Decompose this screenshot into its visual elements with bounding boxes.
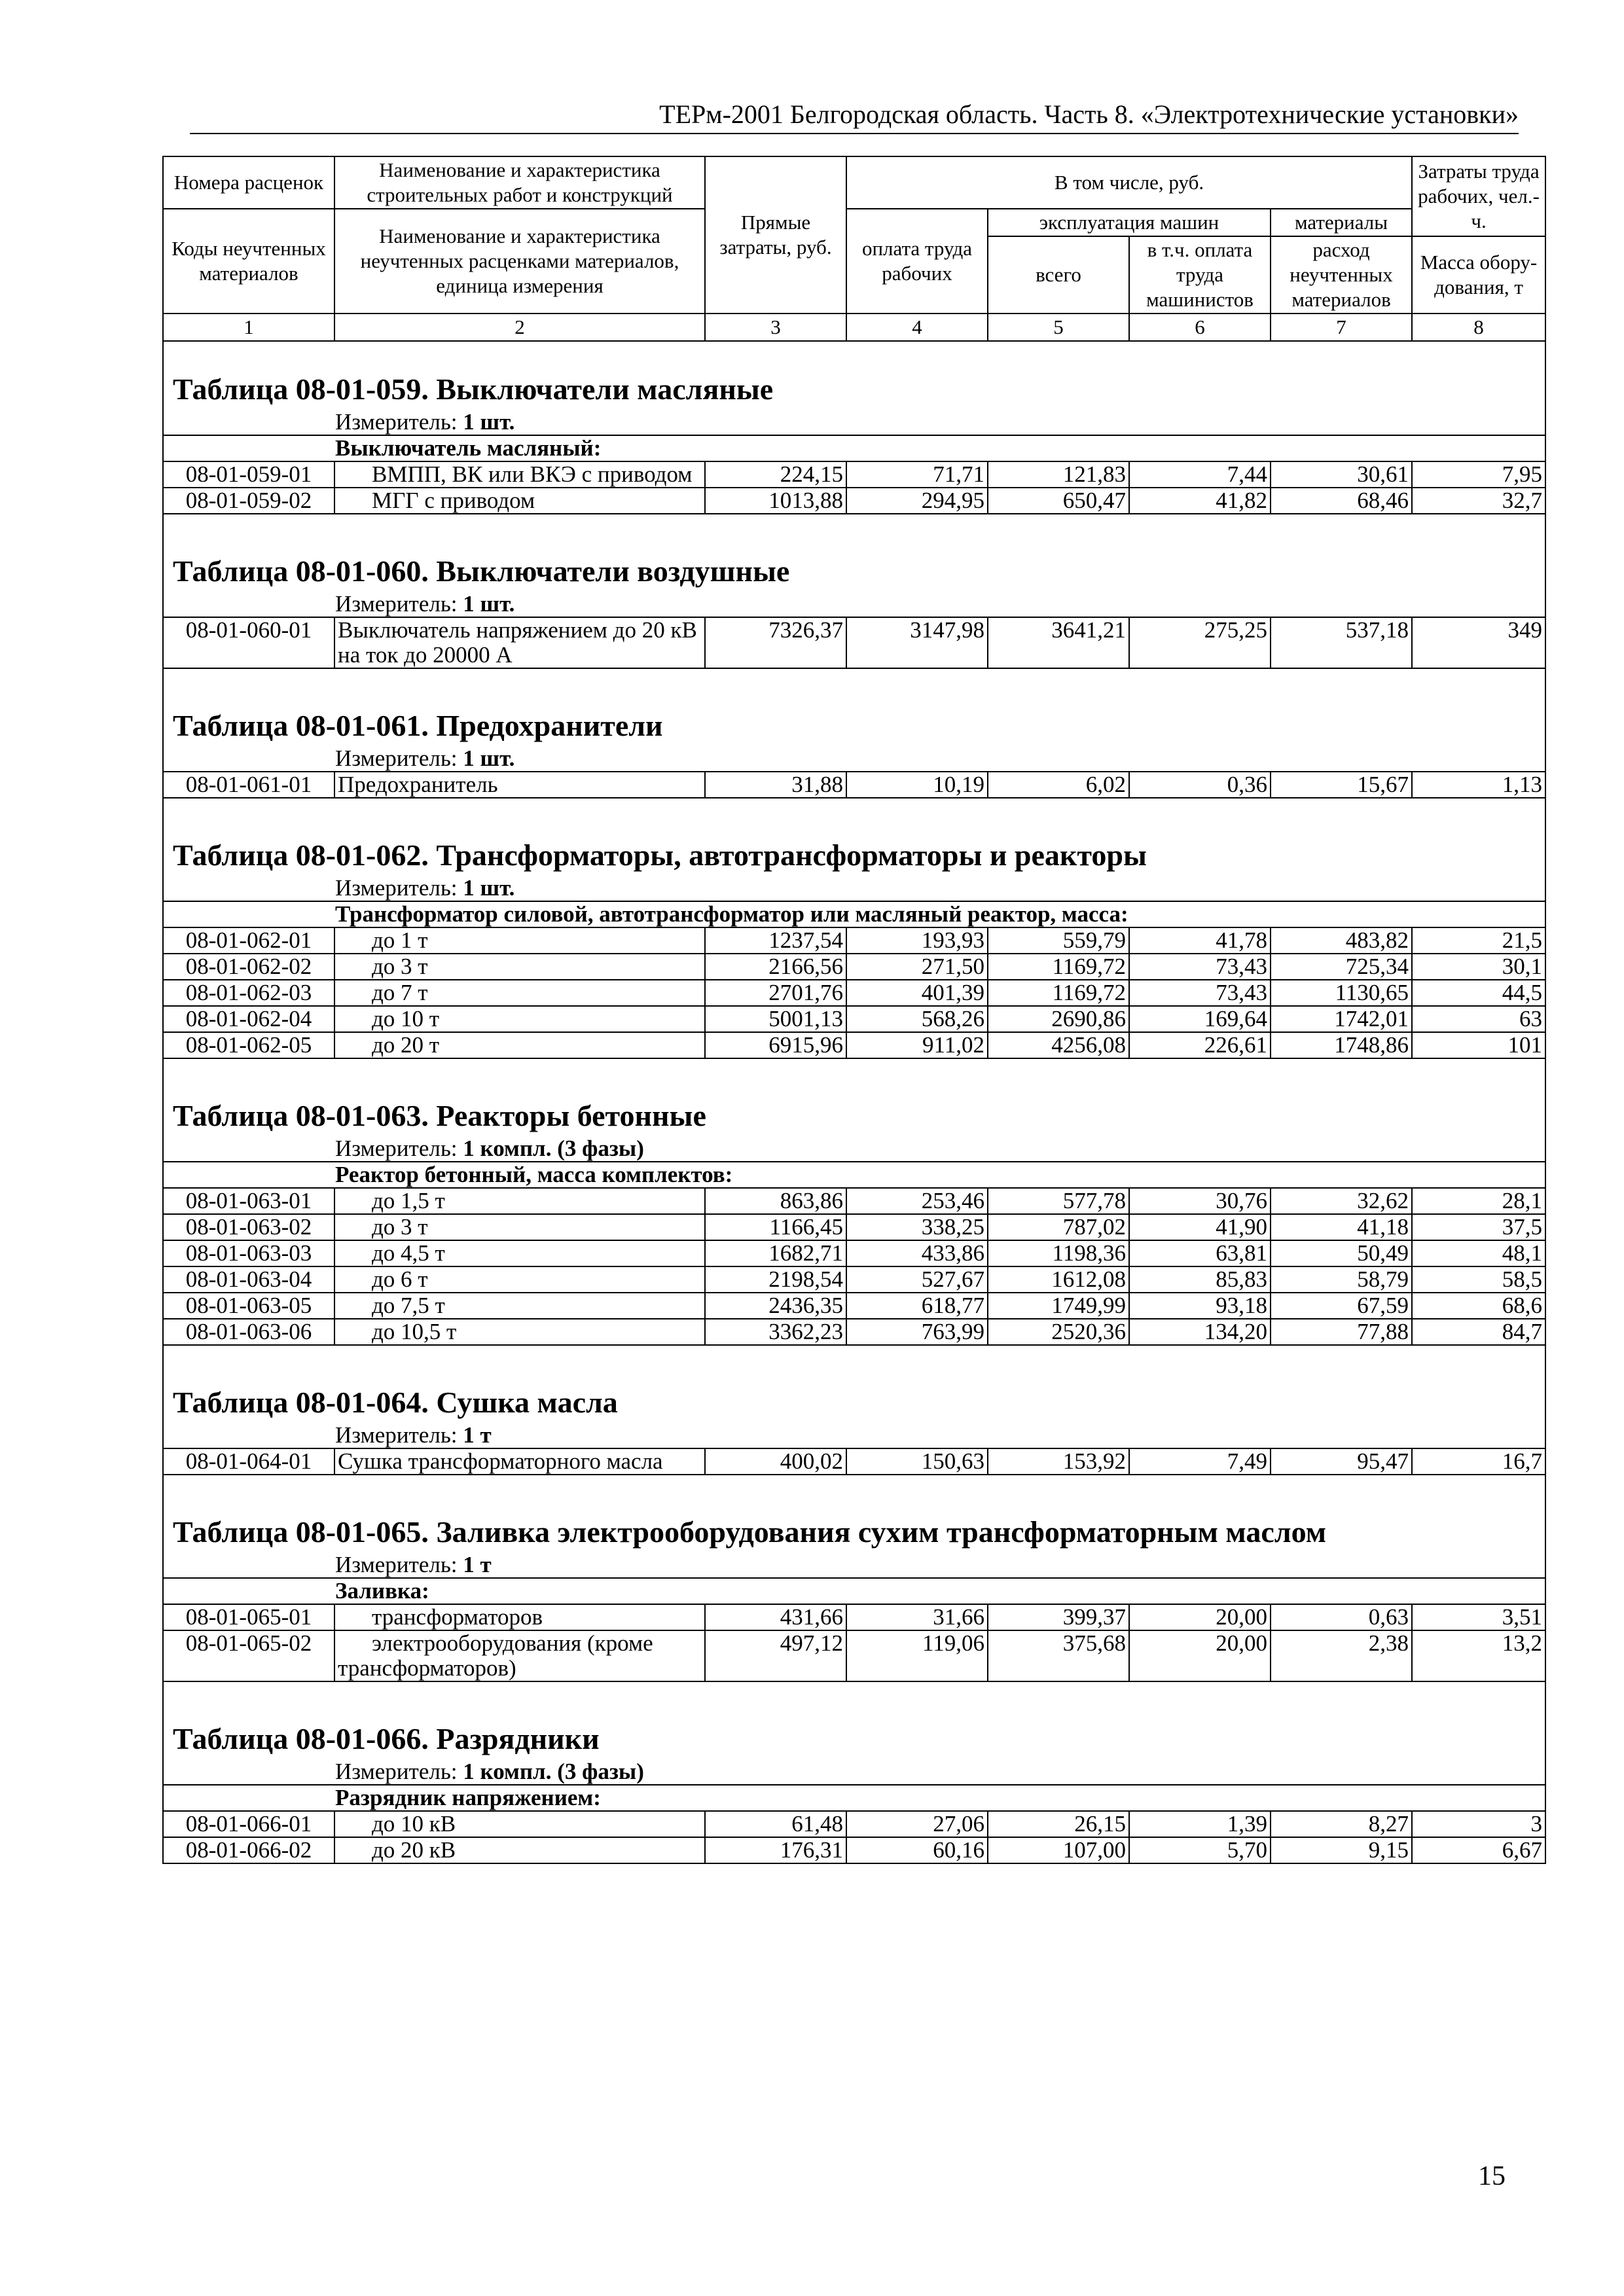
work-name: до 20 кВ [334,1837,705,1863]
machinist-labor: 73,43 [1129,980,1271,1006]
table-row [163,954,1545,980]
materials-cost: 1130,65 [1271,980,1412,1006]
group-row [163,1785,1545,1811]
measure-cell [163,410,1545,435]
materials-cost: 50,49 [1271,1240,1412,1266]
materials-cost: 1748,86 [1271,1032,1412,1058]
col5-header: всего [988,236,1129,314]
rate-code: 08-01-061-01 [163,772,334,798]
labor-cost: 150,63 [846,1448,988,1475]
table-row [163,1240,1545,1266]
col2-bottom-header: Наименование и характеристика неучтенных расценками материалов, единица измерения [334,209,705,314]
measure-row [163,410,1545,435]
materials-cost: 32,62 [1271,1188,1412,1214]
machinist-labor: 7,44 [1129,461,1271,488]
labor-hours: 349 [1412,617,1545,668]
materials-cost: 483,82 [1271,927,1412,954]
measure-label: Измеритель: [335,591,463,617]
group-row [163,901,1545,927]
group-incl-header: В том числе, руб. [846,156,1412,209]
section-title: Таблица 08-01-059. Выключатели масляные [163,341,1545,410]
labor-hours: 7,95 [1412,461,1545,488]
work-name: Выключатель напряжением до 20 кВ на ток до 20000 А [334,617,705,668]
rate-code: 08-01-063-06 [163,1319,334,1345]
direct-cost: 1682,71 [705,1240,846,1266]
measure-row [163,1759,1545,1785]
machinist-labor: 5,70 [1129,1837,1271,1863]
measure-label: Измеритель: [335,1136,463,1161]
table-row [163,488,1545,514]
labor-cost: 27,06 [846,1811,988,1837]
col-number: 2 [334,314,705,341]
work-name: до 4,5 т [334,1240,705,1266]
group-label: Выключатель масляный: [335,435,602,461]
machines-total: 559,79 [988,927,1129,954]
machinist-labor: 41,78 [1129,927,1271,954]
labor-cost: 294,95 [846,488,988,514]
measure-cell [163,746,1545,772]
machinist-labor: 275,25 [1129,617,1271,668]
machines-total: 787,02 [988,1214,1129,1240]
table-row [163,1266,1545,1293]
running-header: ТЕРм-2001 Белгородская область. Часть 8. «Электротехнические установки» [659,99,1519,129]
measure-row [163,876,1545,901]
work-name: до 7,5 т [334,1293,705,1319]
machinist-labor: 93,18 [1129,1293,1271,1319]
machinist-labor: 63,81 [1129,1240,1271,1266]
measure-cell [163,876,1545,901]
direct-cost: 431,66 [705,1604,846,1630]
group-row [163,435,1545,461]
direct-cost: 224,15 [705,461,846,488]
labor-cost: 568,26 [846,1006,988,1032]
machines-total: 121,83 [988,461,1129,488]
col8-bottom-header: Масса обору-дования, т [1412,236,1545,314]
machinist-labor: 41,82 [1129,488,1271,514]
materials-cost: 537,18 [1271,617,1412,668]
machines-total: 2520,36 [988,1319,1129,1345]
rate-code: 08-01-062-02 [163,954,334,980]
group-cell [163,901,1545,927]
table-row [163,461,1545,488]
work-name: до 10 кВ [334,1811,705,1837]
section-title-row [163,341,1545,410]
labor-hours: 28,1 [1412,1188,1545,1214]
materials-cost: 15,67 [1271,772,1412,798]
labor-cost: 119,06 [846,1630,988,1681]
rate-code: 08-01-062-05 [163,1032,334,1058]
work-name: до 6 т [334,1266,705,1293]
labor-cost: 60,16 [846,1837,988,1863]
group-row [163,1162,1545,1188]
machines-total: 650,47 [988,488,1129,514]
page-number: 15 [1478,2161,1506,2191]
machines-total: 399,37 [988,1604,1129,1630]
rate-code: 08-01-062-03 [163,980,334,1006]
rate-code: 08-01-059-01 [163,461,334,488]
machines-total: 1169,72 [988,954,1129,980]
measure-text [169,1423,1540,1448]
materials-cost: 67,59 [1271,1293,1412,1319]
table-head [163,156,1545,341]
rate-code: 08-01-063-04 [163,1266,334,1293]
work-name: МГГ с приводом [334,488,705,514]
direct-cost: 2436,35 [705,1293,846,1319]
measure-value: 1 шт. [463,409,515,435]
machinist-labor: 1,39 [1129,1811,1271,1837]
section-title: Таблица 08-01-065. Заливка электрооборудования сухим трансформаторным маслом [163,1484,1545,1552]
table-row [163,772,1545,798]
machines-total: 153,92 [988,1448,1129,1475]
direct-cost: 176,31 [705,1837,846,1863]
rate-code: 08-01-063-01 [163,1188,334,1214]
machinist-labor: 169,64 [1129,1006,1271,1032]
measure-cell [163,1552,1545,1578]
labor-cost: 3147,98 [846,617,988,668]
labor-hours: 44,5 [1412,980,1545,1006]
rate-code: 08-01-065-01 [163,1604,334,1630]
section-spacer [163,514,1545,524]
section-spacer [163,1681,1545,1691]
measure-label: Измеритель: [335,409,463,435]
labor-hours: 63 [1412,1006,1545,1032]
measure-text [169,746,1540,771]
labor-cost: 618,77 [846,1293,988,1319]
labor-hours: 48,1 [1412,1240,1545,1266]
labor-cost: 71,71 [846,461,988,488]
spacer-cell [163,798,1545,808]
group-materials-header: материалы [1271,209,1412,236]
work-name: до 1 т [334,927,705,954]
materials-cost: 8,27 [1271,1811,1412,1837]
measure-value: 1 шт. [463,745,515,771]
work-name: до 3 т [334,1214,705,1240]
materials-cost: 0,63 [1271,1604,1412,1630]
machinist-labor: 7,49 [1129,1448,1271,1475]
labor-cost: 31,66 [846,1604,988,1630]
work-name: до 7 т [334,980,705,1006]
measure-value: 1 шт. [463,591,515,617]
group-label: Трансформатор силовой, автотрансформатор или масляный реактор, масса: [335,901,1128,927]
machinist-labor: 30,76 [1129,1188,1271,1214]
measure-text [169,876,1540,901]
machines-total: 107,00 [988,1837,1129,1863]
col7-header: расход неучтенных материалов [1271,236,1412,314]
materials-cost: 68,46 [1271,488,1412,514]
labor-hours: 32,7 [1412,488,1545,514]
col1-bottom-header: Коды неучтенных материалов [163,209,334,314]
table-row [163,1319,1545,1345]
section-spacer [163,1475,1545,1484]
labor-cost: 193,93 [846,927,988,954]
section-title-row [163,524,1545,592]
section-title-row [163,1355,1545,1423]
materials-cost: 58,79 [1271,1266,1412,1293]
measure-text [169,592,1540,617]
measure-cell [163,1759,1545,1785]
rate-code: 08-01-063-03 [163,1240,334,1266]
rate-code: 08-01-062-01 [163,927,334,954]
labor-hours: 101 [1412,1032,1545,1058]
labor-cost: 253,46 [846,1188,988,1214]
rate-code: 08-01-066-01 [163,1811,334,1837]
table-row [163,1630,1545,1681]
machines-total: 3641,21 [988,617,1129,668]
section-title-row [163,678,1545,746]
table-row [163,1604,1545,1630]
direct-cost: 863,86 [705,1188,846,1214]
spacer-cell [163,1681,1545,1691]
table-row [163,1448,1545,1475]
labor-hours: 30,1 [1412,954,1545,980]
machines-total: 26,15 [988,1811,1129,1837]
table-row [163,1006,1545,1032]
section-title: Таблица 08-01-066. Разрядники [163,1691,1545,1759]
col-number: 5 [988,314,1129,341]
rate-code: 08-01-059-02 [163,488,334,514]
table-row [163,1214,1545,1240]
labor-hours: 3 [1412,1811,1545,1837]
machines-total: 6,02 [988,772,1129,798]
table-row [163,1293,1545,1319]
measure-row [163,592,1545,617]
section-spacer [163,1058,1545,1068]
materials-cost: 1742,01 [1271,1006,1412,1032]
section-title: Таблица 08-01-064. Сушка масла [163,1355,1545,1423]
group-label: Разрядник напряжением: [335,1785,601,1810]
group-cell [163,1162,1545,1188]
measure-label: Измеритель: [335,875,463,901]
col8-top-header: Затраты труда рабочих, чел.-ч. [1412,156,1545,236]
group-row [163,1578,1545,1604]
measure-value: 1 т [463,1552,492,1577]
machines-total: 1749,99 [988,1293,1129,1319]
labor-cost: 911,02 [846,1032,988,1058]
section-title-row [163,1068,1545,1136]
table-row [163,1032,1545,1058]
table-row [163,927,1545,954]
labor-hours: 68,6 [1412,1293,1545,1319]
measure-row [163,1136,1545,1162]
spacer-cell [163,1058,1545,1068]
machines-total: 2690,86 [988,1006,1129,1032]
measure-row [163,746,1545,772]
rate-code: 08-01-063-02 [163,1214,334,1240]
labor-cost: 401,39 [846,980,988,1006]
group-cell [163,1785,1545,1811]
machinist-labor: 20,00 [1129,1630,1271,1681]
table-row [163,1188,1545,1214]
spacer-cell [163,514,1545,524]
direct-cost: 2701,76 [705,980,846,1006]
machines-total: 577,78 [988,1188,1129,1214]
rate-code: 08-01-065-02 [163,1630,334,1681]
measure-label: Измеритель: [335,745,463,771]
table-row [163,980,1545,1006]
machines-total: 4256,08 [988,1032,1129,1058]
labor-hours: 3,51 [1412,1604,1545,1630]
measure-text [169,1759,1540,1784]
header-rule [190,133,1519,134]
direct-cost: 1013,88 [705,488,846,514]
work-name: Сушка трансформаторного масла [334,1448,705,1475]
measure-row [163,1552,1545,1578]
direct-cost: 61,48 [705,1811,846,1837]
col-number: 7 [1271,314,1412,341]
table-body [163,341,1545,1863]
direct-cost: 7326,37 [705,617,846,668]
labor-cost: 433,86 [846,1240,988,1266]
direct-cost: 497,12 [705,1630,846,1681]
machinist-labor: 0,36 [1129,772,1271,798]
work-name: трансформаторов [334,1604,705,1630]
direct-cost: 6915,96 [705,1032,846,1058]
work-name: Предохранитель [334,772,705,798]
machinist-labor: 41,90 [1129,1214,1271,1240]
machines-total: 1169,72 [988,980,1129,1006]
materials-cost: 2,38 [1271,1630,1412,1681]
section-title-row [163,1691,1545,1759]
group-cell [163,1578,1545,1604]
work-name: до 1,5 т [334,1188,705,1214]
labor-cost: 10,19 [846,772,988,798]
machinist-labor: 226,61 [1129,1032,1271,1058]
labor-cost: 271,50 [846,954,988,980]
direct-cost: 31,88 [705,772,846,798]
group-machines-header: эксплуатация машин [988,209,1271,236]
section-title: Таблица 08-01-060. Выключатели воздушные [163,524,1545,592]
materials-cost: 9,15 [1271,1837,1412,1863]
section-title: Таблица 08-01-063. Реакторы бетонные [163,1068,1545,1136]
labor-hours: 16,7 [1412,1448,1545,1475]
rate-code: 08-01-066-02 [163,1837,334,1863]
measure-cell [163,592,1545,617]
col-number: 6 [1129,314,1271,341]
work-name: до 10 т [334,1006,705,1032]
group-label: Заливка: [335,1578,429,1604]
price-table [162,156,1546,1864]
labor-hours: 1,13 [1412,772,1545,798]
direct-cost: 1166,45 [705,1214,846,1240]
materials-cost: 77,88 [1271,1319,1412,1345]
labor-hours: 21,5 [1412,927,1545,954]
table-row [163,1811,1545,1837]
direct-cost: 1237,54 [705,927,846,954]
measure-label: Измеритель: [335,1552,463,1577]
materials-cost: 95,47 [1271,1448,1412,1475]
labor-hours: 6,67 [1412,1837,1545,1863]
direct-cost: 2166,56 [705,954,846,980]
col1-top-header: Номера расценок [163,156,334,209]
work-name: ВМПП, ВК или ВКЭ с приводом [334,461,705,488]
measure-value: 1 компл. (3 фазы) [463,1136,644,1161]
direct-cost: 400,02 [705,1448,846,1475]
labor-cost: 338,25 [846,1214,988,1240]
labor-hours: 37,5 [1412,1214,1545,1240]
rate-code: 08-01-062-04 [163,1006,334,1032]
table-row [163,617,1545,668]
materials-cost: 725,34 [1271,954,1412,980]
group-label: Реактор бетонный, масса комплектов: [335,1162,733,1187]
section-spacer [163,798,1545,808]
col6-header: в т.ч. оплата труда машинистов [1129,236,1271,314]
machinist-labor: 20,00 [1129,1604,1271,1630]
measure-text [169,410,1540,435]
measure-text [169,1552,1540,1577]
measure-value: 1 шт. [463,875,515,901]
direct-cost: 2198,54 [705,1266,846,1293]
section-spacer [163,668,1545,678]
section-title: Таблица 08-01-061. Предохранители [163,678,1545,746]
work-name: до 10,5 т [334,1319,705,1345]
section-title-row [163,808,1545,876]
measure-cell [163,1136,1545,1162]
section-title: Таблица 08-01-062. Трансформаторы, автотрансформаторы и реакторы [163,808,1545,876]
machines-total: 1612,08 [988,1266,1129,1293]
direct-cost: 3362,23 [705,1319,846,1345]
labor-hours: 58,5 [1412,1266,1545,1293]
machinist-labor: 134,20 [1129,1319,1271,1345]
rate-code: 08-01-060-01 [163,617,334,668]
col-number: 3 [705,314,846,341]
labor-hours: 84,7 [1412,1319,1545,1345]
work-name: до 20 т [334,1032,705,1058]
section-title-row [163,1484,1545,1552]
spacer-cell [163,1345,1545,1355]
col4-header: оплата труда рабочих [846,209,988,314]
measure-text [169,1136,1540,1161]
spacer-cell [163,1475,1545,1484]
col-number: 4 [846,314,988,341]
col-number: 1 [163,314,334,341]
group-cell [163,435,1545,461]
measure-label: Измеритель: [335,1422,463,1448]
col-number: 8 [1412,314,1545,341]
spacer-cell [163,668,1545,678]
work-name: электрооборудования (кроме трансформаторов) [334,1630,705,1681]
measure-value: 1 т [463,1422,492,1448]
work-name: до 3 т [334,954,705,980]
labor-hours: 13,2 [1412,1630,1545,1681]
measure-row [163,1423,1545,1448]
machinist-labor: 73,43 [1129,954,1271,980]
labor-cost: 763,99 [846,1319,988,1345]
measure-label: Измеритель: [335,1759,463,1784]
col3-header: Прямые затраты, руб. [705,156,846,314]
direct-cost: 5001,13 [705,1006,846,1032]
materials-cost: 30,61 [1271,461,1412,488]
rate-code: 08-01-063-05 [163,1293,334,1319]
rate-code: 08-01-064-01 [163,1448,334,1475]
section-spacer [163,1345,1545,1355]
machines-total: 1198,36 [988,1240,1129,1266]
materials-cost: 41,18 [1271,1214,1412,1240]
machines-total: 375,68 [988,1630,1129,1681]
col2-top-header: Наименование и характеристика строительных работ и конструкций [334,156,705,209]
column-number-row [163,314,1545,341]
table-row [163,1837,1545,1863]
measure-cell [163,1423,1545,1448]
machinist-labor: 85,83 [1129,1266,1271,1293]
measure-value: 1 компл. (3 фазы) [463,1759,644,1784]
labor-cost: 527,67 [846,1266,988,1293]
